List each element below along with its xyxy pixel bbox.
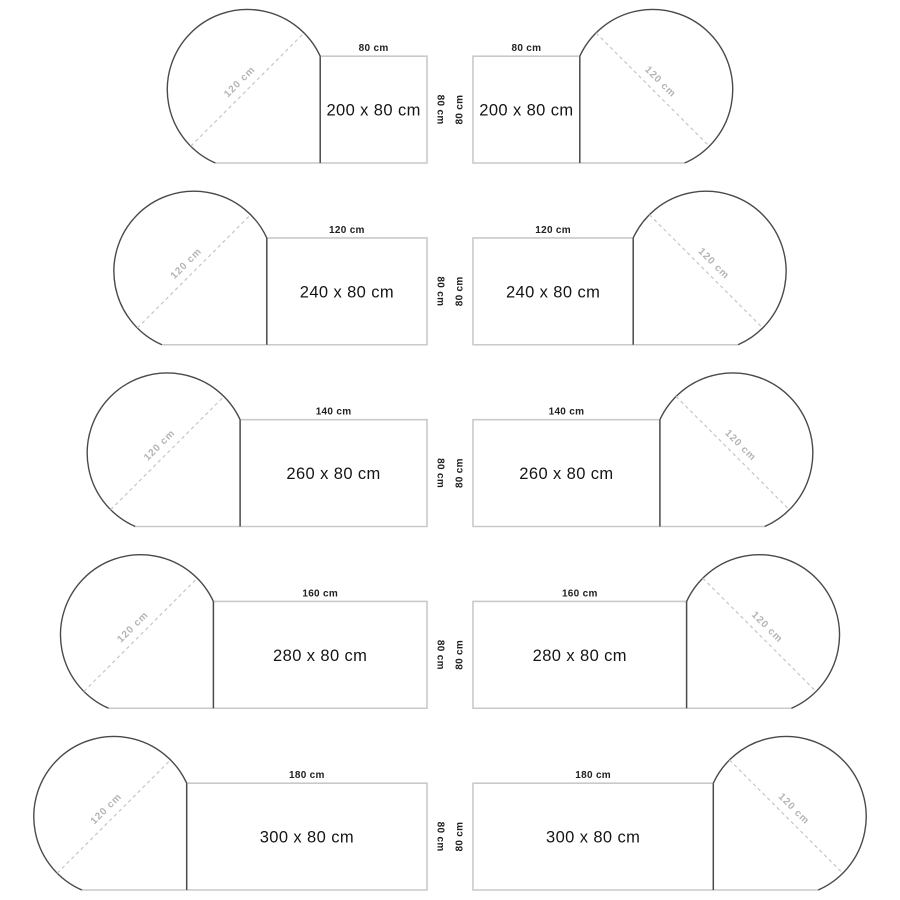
- diameter-label: 120 cm: [88, 791, 125, 827]
- rect-outline: [473, 601, 791, 708]
- diameter-label: 120 cm: [775, 791, 812, 827]
- desk-shape-circle-right-row-4: [455, 555, 840, 709]
- diameter-dashed-line: [84, 578, 197, 691]
- circle-arc: [87, 373, 240, 527]
- desk-shape-circle-right-row-2: [455, 191, 787, 345]
- desk-shape-circle-right-row-3: [455, 373, 813, 527]
- diameter-label: 120 cm: [642, 64, 678, 100]
- circle-arc: [167, 9, 320, 163]
- rect-height-label: 80 cm: [434, 94, 446, 125]
- total-size-label: 200 x 80 cm: [479, 101, 574, 120]
- diameter-label: 120 cm: [722, 427, 758, 464]
- rect-width-label: 160 cm: [302, 588, 339, 600]
- total-size-label: 260 x 80 cm: [519, 465, 614, 484]
- diameter-dashed-line: [729, 760, 842, 873]
- diameter-dashed-line: [703, 578, 816, 691]
- rect-width-label: 180 cm: [575, 770, 612, 782]
- circle-arc: [114, 191, 267, 345]
- total-size-label: 240 x 80 cm: [299, 283, 395, 302]
- rect-width-label: 120 cm: [535, 224, 571, 236]
- rect-width-label: 180 cm: [288, 770, 325, 782]
- rect-outline: [473, 783, 818, 890]
- desk-shape-circle-left-row-1: [167, 9, 445, 163]
- diameter-label: 120 cm: [142, 427, 178, 464]
- diameter-label: 120 cm: [168, 246, 205, 282]
- rect-height-label: 80 cm: [434, 639, 446, 670]
- diameter-dashed-line: [57, 760, 170, 873]
- rect-height-label: 80 cm: [454, 458, 466, 489]
- diameter-label: 120 cm: [222, 64, 258, 100]
- rect-width-label: 120 cm: [329, 224, 365, 236]
- diameter-label: 120 cm: [695, 246, 732, 282]
- circle-arc: [34, 736, 187, 890]
- rect-width-label: 80 cm: [358, 43, 389, 55]
- rect-outline: [109, 601, 427, 708]
- diameter-dashed-line: [137, 215, 250, 328]
- total-size-label: 280 x 80 cm: [532, 646, 627, 665]
- diameter-dashed-line: [191, 33, 304, 146]
- total-size-label: 240 x 80 cm: [505, 283, 601, 302]
- rect-height-label: 80 cm: [454, 821, 466, 852]
- circle-arc: [713, 736, 866, 890]
- circle-arc: [687, 555, 840, 709]
- rect-height-label: 80 cm: [454, 639, 466, 670]
- diameter-dashed-line: [111, 396, 224, 509]
- diameter-dashed-line: [676, 396, 789, 509]
- desk-shape-circle-left-row-4: [60, 555, 445, 709]
- rect-height-label: 80 cm: [434, 458, 446, 489]
- rect-height-label: 80 cm: [434, 276, 446, 307]
- total-size-label: 300 x 80 cm: [259, 828, 354, 847]
- total-size-label: 300 x 80 cm: [546, 828, 641, 847]
- circle-arc: [60, 555, 213, 709]
- circle-arc: [660, 373, 813, 527]
- total-size-label: 260 x 80 cm: [286, 465, 381, 484]
- rect-width-label: 140 cm: [315, 406, 352, 418]
- desk-shape-circle-right-row-5: [455, 736, 867, 890]
- total-size-label: 200 x 80 cm: [326, 101, 421, 120]
- rect-width-label: 140 cm: [548, 406, 585, 418]
- diameter-dashed-line: [596, 33, 709, 146]
- rect-outline: [135, 420, 427, 527]
- circle-arc: [580, 9, 733, 163]
- total-size-label: 280 x 80 cm: [273, 646, 368, 665]
- rect-width-label: 80 cm: [511, 43, 542, 55]
- desk-shape-circle-left-row-5: [34, 736, 446, 890]
- desk-shape-circle-left-row-3: [87, 373, 445, 527]
- rect-height-label: 80 cm: [454, 94, 466, 125]
- desk-shape-circle-right-row-1: [455, 9, 733, 163]
- rect-height-label: 80 cm: [434, 821, 446, 852]
- rect-outline: [473, 420, 765, 527]
- diameter-label: 120 cm: [749, 609, 785, 646]
- circle-arc: [633, 191, 786, 345]
- desk-shape-circle-left-row-2: [114, 191, 446, 345]
- rect-outline: [82, 783, 427, 890]
- rect-height-label: 80 cm: [454, 276, 466, 307]
- rect-width-label: 160 cm: [561, 588, 598, 600]
- diameter-label: 120 cm: [115, 609, 151, 646]
- diameter-dashed-line: [649, 215, 762, 328]
